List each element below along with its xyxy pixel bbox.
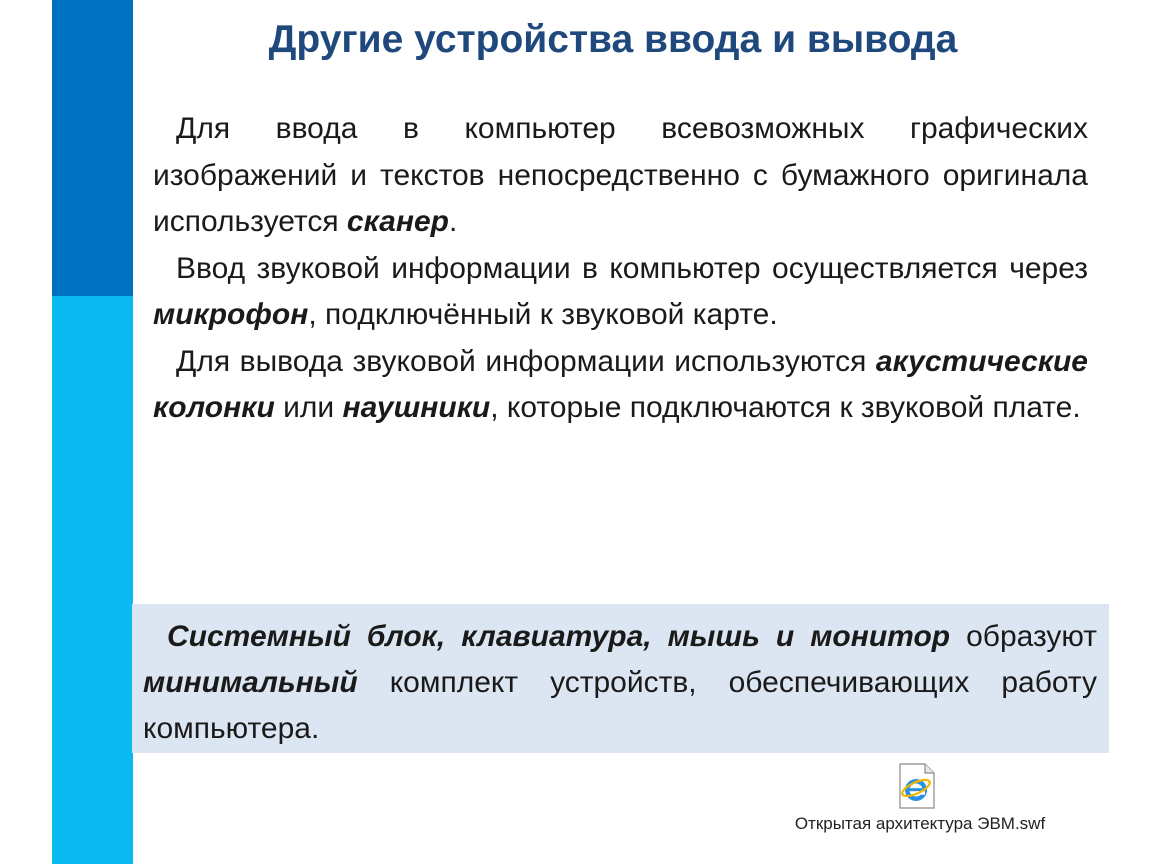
paragraph-speakers	[153, 339, 1088, 432]
paragraph-scanner	[153, 106, 1088, 246]
text-run: , которые подключаются к звуковой плате.	[490, 391, 1081, 424]
text-run: Для ввода в компьютер всевозможных графических изображений и текстов непосредственно с бумажного оригинала используется	[153, 112, 1088, 238]
term-system-components: Системный блок, клавиатура, мышь и монитор	[167, 620, 951, 653]
file-caption[interactable]: Открытая архитектура ЭВМ.swf	[794, 814, 1046, 833]
term-microphone: микрофон	[153, 298, 309, 331]
text-run: образуют	[950, 620, 1097, 653]
text-run: комплект устройств, обеспечивающих работу компьютера.	[143, 666, 1097, 745]
term-speakers: акустические колонки	[153, 344, 1088, 424]
term-minimal: минимальный	[143, 666, 358, 699]
paragraph-microphone	[153, 246, 1088, 339]
term-scanner: сканер	[346, 205, 449, 238]
term-headphones: наушники	[342, 391, 491, 424]
text-run: .	[449, 205, 458, 238]
text-run: , подключённый к звуковой карте.	[308, 298, 778, 331]
left-accent-bar-dark	[52, 0, 133, 296]
text-run: Для вывода звуковой информации используются	[176, 344, 876, 378]
summary-text	[143, 614, 1097, 752]
body-text	[153, 106, 1088, 432]
internet-explorer-file-icon[interactable]	[897, 763, 937, 809]
left-accent-bar-light	[52, 296, 133, 864]
text-run: Ввод звуковой информации в компьютер осуществляется через	[176, 251, 1088, 285]
text-run: или	[274, 391, 343, 424]
slide-title: Другие устройства ввода и вывода	[268, 18, 958, 61]
